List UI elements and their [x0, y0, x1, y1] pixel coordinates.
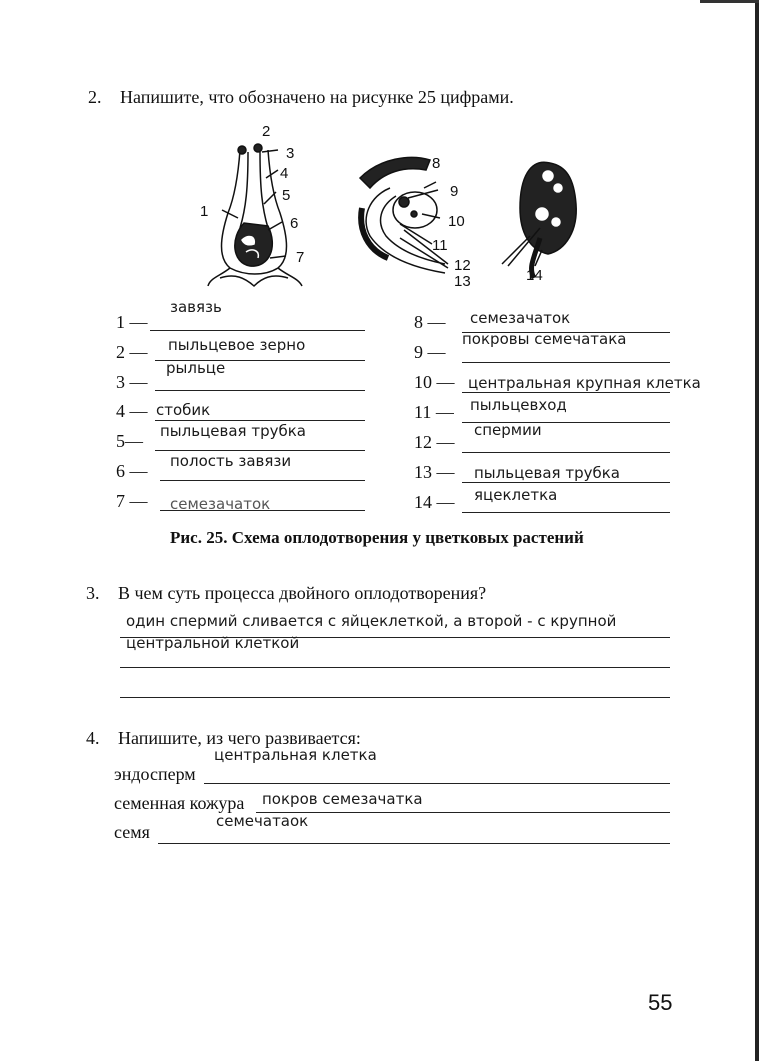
row-label: семя [114, 822, 150, 842]
figure-label: 1 [200, 203, 209, 220]
figure-label: 7 [296, 249, 305, 266]
embryo-sac-drawing [502, 162, 576, 278]
answer-line [120, 697, 670, 698]
question-text: В чем суть процесса двойного оплодотворения? [118, 583, 487, 603]
figure-label: 2 [262, 123, 271, 140]
answer-line [256, 812, 670, 813]
figure-label: 12 [454, 257, 471, 274]
item-number: 7 — [116, 491, 148, 511]
figure-label: 5 [282, 187, 291, 204]
figure-label: 3 [286, 145, 295, 162]
scan-edge [755, 0, 759, 1061]
row-label: семенная кожура [114, 793, 245, 813]
answer-text[interactable]: покровы семечатака [462, 330, 627, 348]
answer-line [462, 452, 670, 453]
item-number: 13 — [414, 462, 455, 482]
item-number: 3 — [116, 372, 148, 392]
question-2 [88, 86, 514, 108]
question-text: Напишите, что обозначено на рисунке 25 цифрами. [120, 87, 514, 107]
answer-text[interactable]: покров семезачатка [262, 790, 423, 808]
item-number: 8 — [414, 312, 446, 332]
answer-text[interactable]: центральная крупная клетка [468, 374, 701, 392]
question-number: 4. [86, 728, 100, 748]
answer-line [150, 330, 365, 331]
figure-label: 4 [280, 165, 289, 182]
question-number: 2. [88, 87, 102, 107]
answer-text[interactable]: спермии [474, 421, 542, 439]
scan-edge-top [700, 0, 759, 3]
answer-text[interactable]: пыльцевое зерно [168, 336, 306, 354]
item-number: 9 — [414, 342, 446, 362]
answer-line [462, 362, 670, 363]
answer-text[interactable]: рыльце [166, 359, 226, 377]
figure-label: 11 [432, 237, 448, 254]
item-number: 1 — [116, 312, 148, 332]
answer-line [204, 783, 670, 784]
page-number: 55 [648, 990, 673, 1015]
item-number: 14 — [414, 492, 455, 512]
item-number: 12 — [414, 432, 455, 452]
figure-label: 9 [450, 183, 459, 200]
answer-text[interactable]: пыльцевая трубка [160, 422, 306, 440]
answer-text[interactable]: центральной клеткой [126, 634, 300, 652]
answer-text[interactable]: центральная клетка [214, 746, 377, 764]
fertilization-figure [190, 118, 590, 298]
answer-line [158, 843, 670, 844]
question-3 [86, 582, 486, 604]
figure-label: 14 [526, 267, 543, 284]
answer-line [155, 390, 365, 391]
answer-text[interactable]: семезачаток [170, 495, 271, 513]
answer-line [160, 480, 365, 481]
answer-text[interactable]: один спермий сливается с яйцеклеткой, а второй - с крупной [126, 612, 617, 630]
answer-text[interactable]: пыльцевая трубка [474, 464, 620, 482]
figure-caption: Рис. 25. Схема оплодотворения у цветковых растений [170, 528, 584, 547]
answer-text[interactable]: пыльцевход [470, 396, 567, 414]
item-number: 11 — [414, 402, 454, 422]
answer-text[interactable]: яцеклетка [474, 486, 558, 504]
question-number: 3. [86, 583, 100, 603]
answer-line [155, 420, 365, 421]
ovule-drawing [360, 157, 448, 273]
item-number: 4 — [116, 401, 148, 421]
answer-text[interactable]: стобик [156, 401, 211, 419]
answer-text[interactable]: семечатаок [216, 812, 309, 830]
item-number: 5— [116, 431, 143, 451]
row-label: эндосперм [114, 764, 196, 784]
item-number: 10 — [414, 372, 455, 392]
item-number: 6 — [116, 461, 148, 481]
figure-label: 10 [448, 213, 465, 230]
answer-line [462, 392, 670, 393]
answer-text[interactable]: полость завязи [170, 452, 292, 470]
figure-label: 6 [290, 215, 299, 232]
answer-line [462, 512, 670, 513]
answer-text[interactable]: завязь [170, 298, 222, 316]
question-text: Напишите, из чего развивается: [118, 728, 361, 748]
figure-label: 13 [454, 273, 471, 290]
figure-label: 8 [432, 155, 441, 172]
answer-line [155, 450, 365, 451]
answer-line [462, 482, 670, 483]
answer-text[interactable]: семезачаток [470, 309, 571, 327]
answer-line [160, 510, 365, 511]
item-number: 2 — [116, 342, 148, 362]
answer-line [120, 667, 670, 668]
